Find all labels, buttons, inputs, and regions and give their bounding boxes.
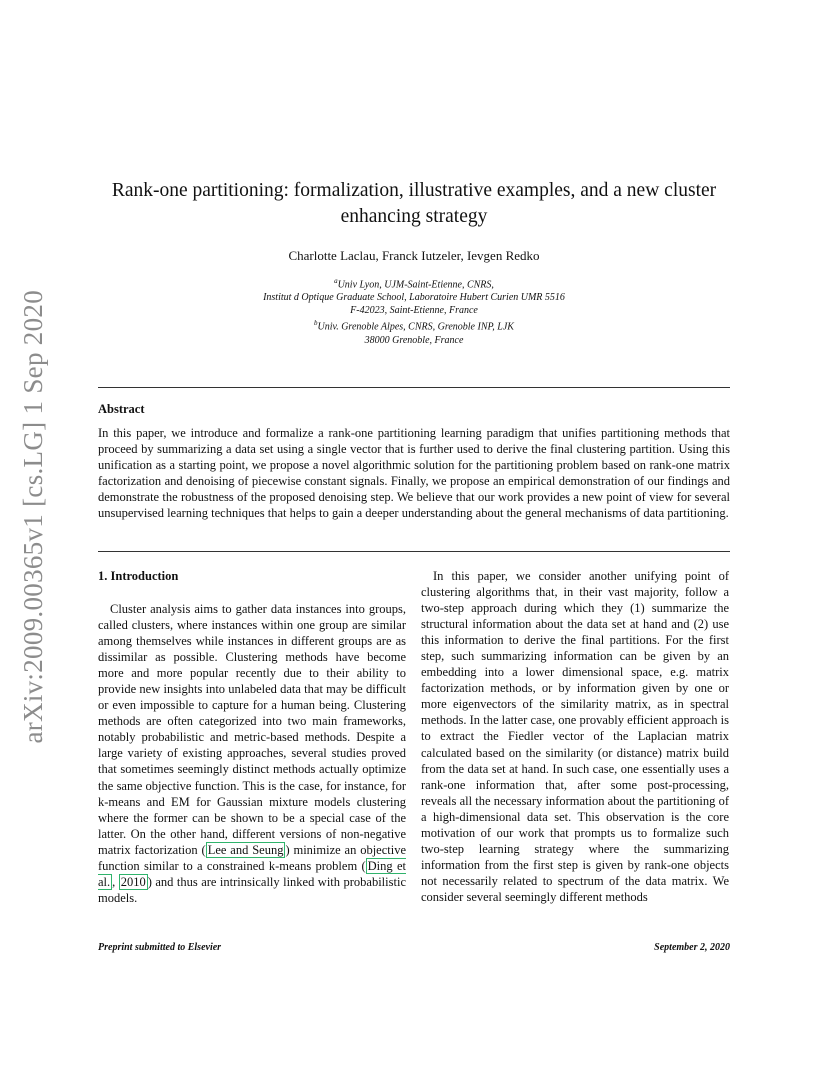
affiliation-a-line1: $^a$Univ Lyon, UJM-Saint-Etienne, CNRS, xyxy=(334,277,494,291)
paper-title: Rank-one partitioning: formalization, illustrative examples, and a new cluster enhancing strategy xyxy=(111,180,717,227)
affiliation-b-mark: b xyxy=(314,319,318,328)
citation-lee-seung[interactable]: Lee and Seung xyxy=(207,842,284,857)
citation-year-2010[interactable]: 2010 xyxy=(120,874,146,889)
affiliation-b-line2: 38000 Grenoble, France xyxy=(364,334,464,346)
intro-paragraph-2: In this paper, we consider another unifying point of clustering algorithms that, in their vast majority, follow a two-step approach during which they (1) summarize the structural information about the data set at hand and (2) use this information to derive the final partitions. For the first step, such summarizing information can be given by an embedding into a lower dimensional space, e.g. matrix factorization methods, or by information given by one or more eigenvectors of the similarity matrix, as in spectral methods. In the latter case, one provably efficient approach is to extract the Fiedler vector of the Laplacian matrix calculated based on the similarity (or distance) matrix build from the data set at hand. In such case, one essentially uses a rank-one information that, after some post-processing, reveals all the necessary information about the partitioning of a high-dimensional data set. This observation is the core motivation of our work that prompts us to formalize such two-step learning strategy where the summarizing information from the first step is given by rank-one objects not necessarily related to spectrum of the data matrix. We consider several seemingly different methods xyxy=(421,569,729,904)
right-column xyxy=(421,568,729,905)
abstract-heading: Abstract xyxy=(98,402,145,416)
intro-paragraph-1: Cluster analysis aims to gather data instances into groups, called clusters, where instances within one group are similar among themselves while instances in different groups are as dissimilar as possible. Clustering methods have become more and more popular recently due to their ability to provide new insights into unlabeled data that may be difficult or even impossible to capture for a human being. Clustering methods are often categorized into two main frameworks, notably probabilistic and metric-based methods. Despite a large variety of existing approaches, several studies proved that sometimes seemingly distinct methods actually optimize the same objective function. This is the case, for instance, for k-means and EM for Gaussian mixture models clustering where the former can be shown to be a special case of the latter. On the other hand, different versions of non-negative matrix factorization ( Lee and Seung ) minimize an objective function similar to a constrained k-means problem ( Ding et al. , 2010 ) and thus are intrinsically linked with probabilistic models. xyxy=(98,602,407,905)
abstract-text: In this paper, we introduce and formalize a rank-one partitioning learning paradigm that unifies partitioning methods that proceed by summarizing a data set using a single vector that is further used to derive the final clustering partition. Using this unification as a starting point, we propose a novel algorithmic solution for the partitioning problem based on rank-one matrix factorization and denoising of piecewise constant signals. Finally, we propose an empirical demonstration of our findings and demonstrate the robustness of the proposed denoising step. We believe that our work provides a new point of view for several unsupervised learning techniques that helps to gain a deeper understanding about the general mechanisms of data partitioning. xyxy=(98,426,730,520)
affiliations xyxy=(98,275,730,347)
author-list: Charlotte Laclau, Franck Iutzeler, Ievgen Redko xyxy=(288,248,540,263)
citation-ding-et-al[interactable]: Ding et al. xyxy=(98,858,406,889)
section-heading-introduction: 1. Introduction xyxy=(98,569,179,583)
abstract-bottom-rule xyxy=(98,551,730,552)
affiliation-a-mark: a xyxy=(334,277,338,285)
abstract-top-rule xyxy=(98,387,730,388)
affiliation-b-line1: $^b$Univ. Grenoble Alpes, CNRS, Grenoble INP, LJK xyxy=(314,319,514,333)
arxiv-stamp: arXiv:2009.00365v1 [cs.LG] 1 Sep 2020 xyxy=(18,290,48,744)
affiliation-a-line3: F-42023, Saint-Etienne, France xyxy=(350,305,478,317)
footer-date: September 2, 2020 xyxy=(654,942,730,953)
footer-preprint-note: Preprint submitted to Elsevier xyxy=(98,942,222,953)
affiliation-a-line2: Institut d Optique Graduate School, Laboratoire Hubert Curien UMR 5516 xyxy=(263,292,565,304)
left-column xyxy=(98,568,406,906)
